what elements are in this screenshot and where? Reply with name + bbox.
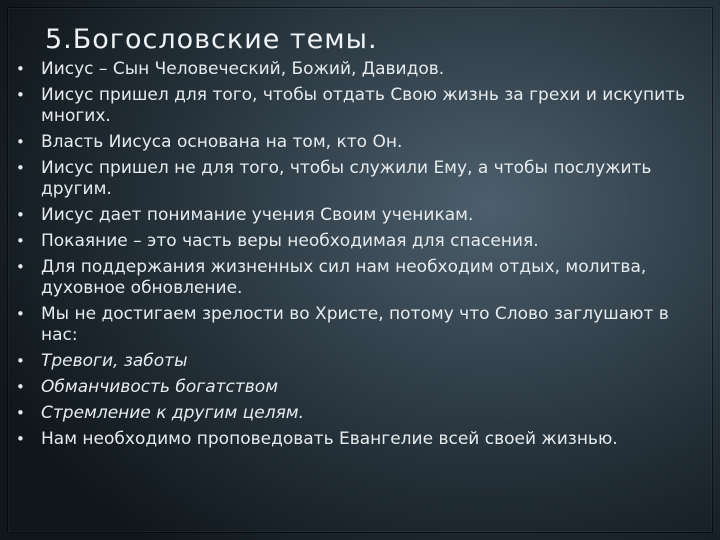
bullet-dot: • — [16, 133, 25, 151]
bullet-dot: • — [16, 378, 25, 396]
bullet-text: Мы не достигаем зрелости во Христе, потому что Слово заглушают в нас: — [41, 304, 669, 345]
bullet-item — [16, 304, 702, 346]
bullet-text: Власть Иисуса основана на том, кто Он. — [41, 132, 403, 152]
bullet-text: Обманчивость богатством — [41, 377, 279, 397]
bullet-dot: • — [16, 430, 25, 448]
bullet-dot: • — [16, 86, 25, 104]
bullet-dot: • — [16, 258, 25, 276]
bullet-dot: • — [16, 60, 25, 78]
bullet-item — [16, 351, 702, 372]
bullet-item — [16, 257, 702, 299]
bullet-item — [16, 429, 702, 450]
slide-title: 5.Богословские темы. — [45, 24, 378, 55]
bullet-text: Тревоги, заботы — [41, 351, 188, 371]
bullet-item — [16, 403, 702, 424]
bullet-item — [16, 59, 702, 80]
bullet-dot: • — [16, 305, 25, 323]
bullet-dot: • — [16, 232, 25, 250]
bullet-item — [16, 377, 702, 398]
bullet-text: Иисус – Сын Человеческий, Божий, Давидов. — [41, 59, 445, 79]
bullet-text: Для поддержания жизненных сил нам необходим отдых, молитва, духовное обновление. — [41, 257, 647, 298]
bullet-item — [16, 205, 702, 226]
bullet-dot: • — [16, 352, 25, 370]
bullet-item — [16, 85, 702, 127]
bullet-item — [16, 231, 702, 252]
bullet-dot: • — [16, 206, 25, 224]
bullet-text: Стремление к другим целям. — [41, 403, 305, 423]
bullet-text: Иисус пришел не для того, чтобы служили Ему, а чтобы послужить другим. — [41, 158, 652, 199]
bullet-text: Иисус пришел для того, чтобы отдать Свою жизнь за грехи и искупить многих. — [41, 85, 686, 126]
bullet-dot: • — [16, 404, 25, 422]
bullet-text: Иисус дает понимание учения Своим ученикам. — [41, 205, 474, 225]
bullet-dot: • — [16, 159, 25, 177]
bullet-text: Нам необходимо проповедовать Евангелие всей своей жизнью. — [41, 429, 618, 449]
bullet-item — [16, 132, 702, 153]
bullet-item — [16, 158, 702, 200]
bullet-text: Покаяние – это часть веры необходимая для спасения. — [41, 231, 539, 251]
bullet-list — [16, 59, 702, 455]
